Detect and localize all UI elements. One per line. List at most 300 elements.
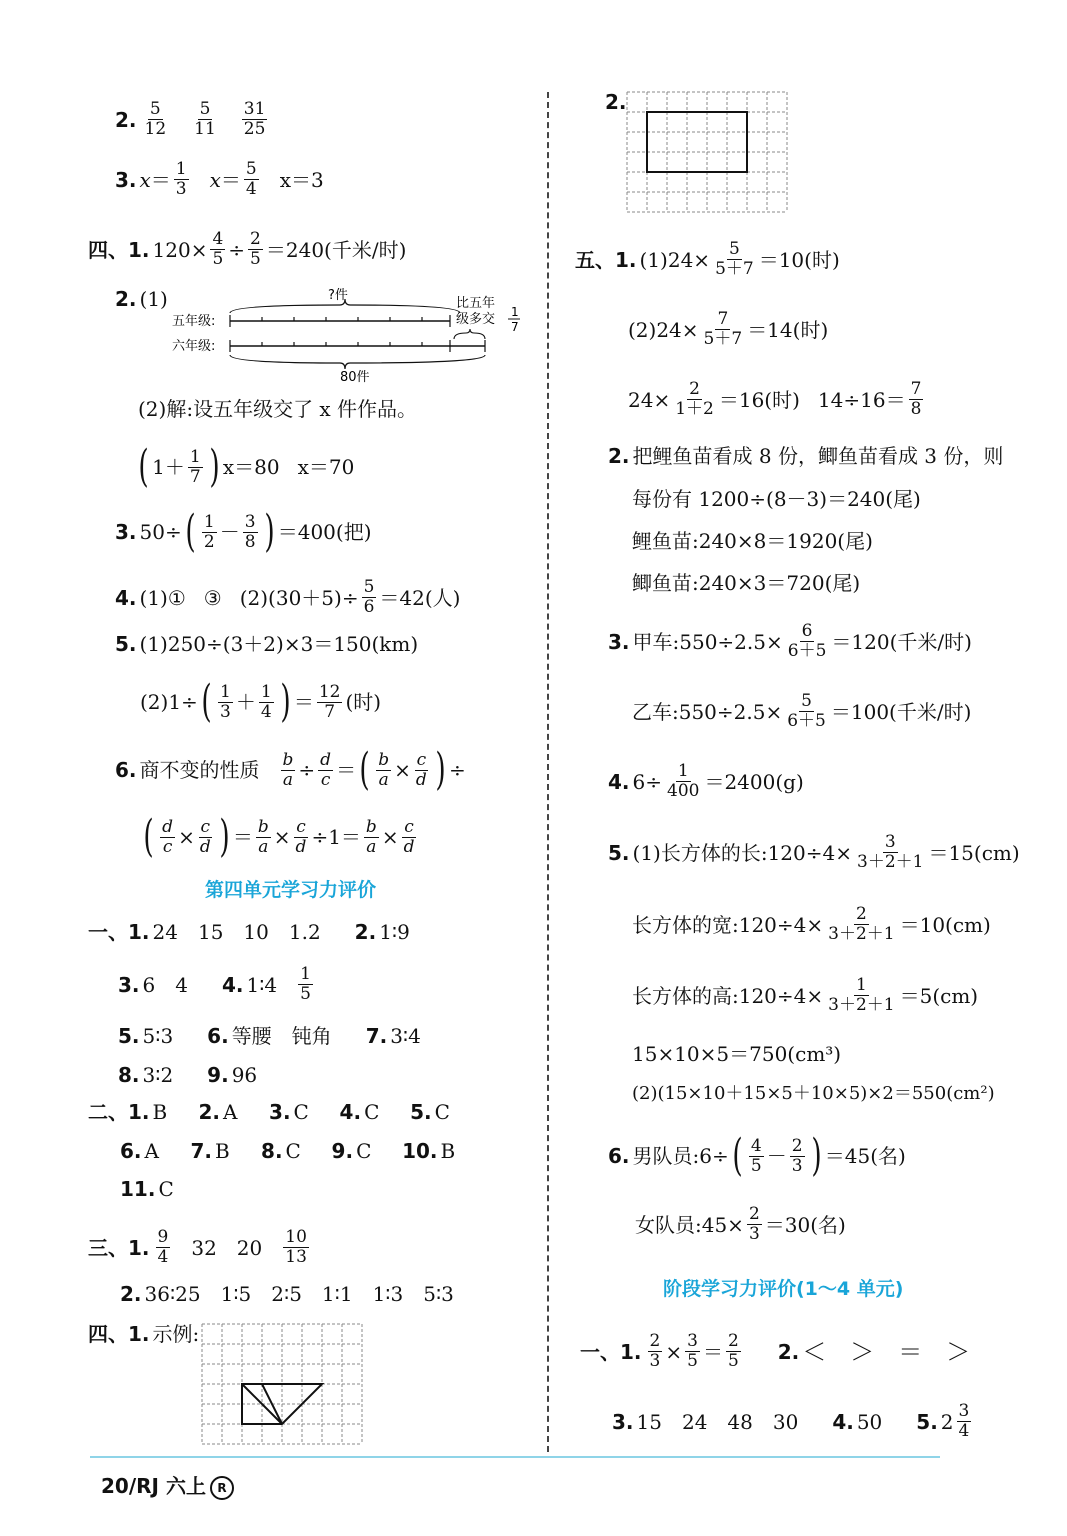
text: ＝16(时) — [718, 387, 800, 412]
numerator: 2 — [748, 1204, 760, 1224]
denominator: 400 — [667, 781, 700, 801]
answer-line — [88, 918, 410, 946]
fraction — [957, 1402, 972, 1441]
text: ＝ — [336, 758, 357, 782]
text: B — [152, 1100, 168, 1124]
denominator: a — [366, 836, 377, 857]
item-number: 三、1. — [88, 1235, 150, 1260]
numerator: 1 — [175, 159, 187, 179]
numerator: 5 — [728, 239, 740, 259]
variable: x — [139, 167, 151, 192]
answer-line: ( 1＋ $\frac{1}{7}$ ) x＝80 x＝70 — [138, 441, 355, 492]
item-number: 四、1. — [88, 237, 150, 262]
text: ＝45(名) — [824, 1144, 906, 1168]
text: × — [665, 1339, 683, 1364]
text: (1)长方体的长:120÷4× — [632, 840, 852, 865]
section-heading: 阶段学习力评价(1～4 单元) — [663, 1278, 904, 1300]
denominator: a — [282, 769, 294, 790]
answer-line: 6. 男队员:6÷ ( $\frac{4}{5}$ － $\frac{2}{3}$ ) ＝45(名) — [608, 1130, 906, 1181]
answer-line — [88, 230, 406, 269]
text: ＝10(时) — [758, 247, 840, 272]
item-number: 7. — [365, 1024, 388, 1048]
text: ＝30(名) — [764, 1212, 846, 1237]
denominator: 5 — [750, 1155, 762, 1176]
fraction — [376, 751, 391, 790]
fraction — [726, 1332, 741, 1371]
denominator: 4 — [958, 1421, 970, 1441]
text: ÷ — [448, 758, 466, 782]
answer-line — [115, 285, 168, 313]
text: － — [766, 1144, 787, 1168]
fraction — [826, 976, 896, 1015]
denominator: 7 — [189, 466, 201, 487]
denominator: 3＋2＋1 — [828, 924, 895, 944]
numerator: 2 — [727, 1331, 739, 1351]
text: 24× — [628, 387, 671, 412]
text: C — [158, 1177, 174, 1201]
fraction — [402, 818, 417, 857]
item-number: 3. — [608, 629, 630, 654]
denominator: 3 — [219, 701, 231, 722]
edition-badge-icon: R — [210, 1476, 234, 1500]
text: C — [285, 1139, 301, 1163]
answer-line — [632, 1080, 995, 1108]
denominator: 11 — [194, 119, 216, 139]
text: (2)解:设五年级交了 x 件作品。 — [138, 397, 418, 421]
fraction — [259, 683, 274, 722]
answer-line — [138, 395, 417, 423]
answer-line — [118, 1022, 421, 1050]
numerator: 3 — [884, 832, 896, 852]
answer-line — [120, 1280, 454, 1308]
text: ＝120(千米/时) — [831, 629, 972, 654]
text: (1)① — [139, 585, 186, 610]
column-divider — [547, 92, 549, 1452]
answer-line — [88, 1098, 450, 1126]
denominator: 5 — [727, 1351, 739, 1371]
text: 男队员:6÷ — [632, 1144, 729, 1168]
item-number: 8. — [118, 1063, 140, 1087]
fraction — [283, 1228, 309, 1267]
numerator: b — [257, 816, 269, 837]
numerator: 1 — [260, 681, 272, 702]
note-denominator: 7 — [511, 320, 519, 334]
text: ＝ — [702, 1339, 723, 1364]
text: x＝80 — [222, 455, 280, 479]
text: ③ — [203, 585, 222, 610]
numerator: b — [378, 749, 390, 770]
answer-line — [580, 1332, 970, 1371]
item-number: 5. — [916, 1409, 938, 1434]
numerator: 3 — [687, 1331, 698, 1351]
answer-line — [632, 976, 978, 1015]
text: ＝14(时) — [747, 317, 829, 342]
fraction — [210, 230, 225, 269]
item-number: 3. — [118, 972, 140, 997]
answer-line — [612, 1402, 974, 1441]
answer-line: (2)1÷ ( $\frac{1}{3}$ ＋ $\frac{1}{4}$ ) ＝ $\frac{12}{7}$ (时) — [140, 676, 382, 727]
answer-line — [632, 527, 873, 555]
fraction — [218, 683, 233, 722]
grid-figure-rectangle — [625, 90, 791, 214]
text: 1∶9 — [379, 920, 410, 944]
item-number: 11. — [120, 1177, 156, 1201]
text: (时) — [345, 690, 382, 714]
text: × — [394, 758, 411, 782]
fraction — [785, 692, 828, 731]
item-number: 8. — [261, 1139, 283, 1163]
answer-line — [628, 380, 926, 419]
item-number: 4. — [339, 1100, 362, 1124]
text: 鲤鱼苗:240×8＝1920(尾) — [632, 529, 873, 553]
text: 120× — [152, 237, 208, 262]
total-label: 80件 — [340, 370, 370, 385]
item-number: 6. — [608, 1144, 630, 1168]
item-number: 2. — [115, 287, 137, 311]
item-number: 6. — [115, 758, 137, 782]
fraction — [294, 818, 309, 857]
denominator: 6 — [363, 597, 375, 617]
fraction — [364, 818, 379, 857]
numerator: 2 — [250, 229, 261, 249]
denominator: 25 — [243, 119, 266, 139]
text: ÷1＝ — [311, 825, 361, 849]
text: ÷ — [228, 237, 246, 262]
denominator: d — [403, 836, 415, 857]
text: 示例: — [152, 1322, 200, 1346]
text: ÷ — [298, 758, 316, 782]
text: 1＋ — [152, 455, 185, 479]
item-number: 3. — [612, 1409, 634, 1434]
item-number: 四、1. — [88, 1322, 150, 1346]
numerator: 5 — [245, 159, 257, 179]
numerator: 5 — [199, 99, 211, 119]
denominator: d — [295, 836, 307, 857]
denominator: 5＋7 — [703, 329, 743, 349]
text: ＝ — [293, 690, 314, 714]
answer-line — [88, 1228, 312, 1267]
numerator: 1 — [189, 446, 201, 467]
text: ＋ — [235, 690, 256, 714]
text: (2)(15×10＋15×5＋10×5)×2＝550(cm²) — [632, 1083, 995, 1104]
denominator: c — [320, 769, 331, 790]
numerator: 2 — [791, 1135, 803, 1156]
fraction — [673, 380, 716, 419]
fraction — [202, 513, 217, 552]
text: ＝400(把) — [277, 520, 372, 544]
text: ＝42(人) — [379, 585, 461, 610]
text: 15×10×5＝750(cm³) — [632, 1042, 842, 1066]
answer-line — [632, 485, 921, 513]
text: 3∶4 — [390, 1024, 421, 1048]
answer-line — [120, 1137, 455, 1165]
item-number: 2. — [120, 1282, 142, 1306]
text: ＜ ＞ ＝ ＞ — [802, 1337, 971, 1366]
numerator: 7 — [910, 379, 922, 399]
text: 每份有 1200÷(8－3)＝240(尾) — [632, 487, 921, 511]
denominator: 6＋5 — [787, 711, 826, 731]
grid-figure-triangles — [200, 1322, 366, 1446]
fraction — [702, 310, 745, 349]
item-number: 4. — [115, 585, 137, 610]
item-number: 五、1. — [575, 247, 637, 272]
denominator: d — [199, 836, 211, 857]
denominator: d — [415, 769, 427, 790]
answer-line — [575, 240, 840, 279]
fraction — [685, 1332, 700, 1371]
text: 长方体的宽:120÷4× — [632, 912, 824, 937]
numerator: d — [320, 749, 332, 770]
text: ＝ — [232, 825, 253, 849]
text: × — [273, 825, 291, 849]
denominator: 3 — [748, 1224, 760, 1244]
text: B — [440, 1139, 456, 1163]
text: (1)250÷(3＋2)×3＝150(km) — [139, 632, 419, 656]
numerator: 9 — [157, 1227, 169, 1247]
fraction — [826, 905, 896, 944]
text: ＝15(cm) — [928, 840, 1020, 865]
text: ＝ — [220, 167, 241, 192]
item-number: 2. — [777, 1339, 800, 1364]
text: B — [215, 1139, 230, 1163]
section-heading: 第四单元学习力评价 — [205, 879, 377, 901]
numerator: 10 — [285, 1227, 307, 1247]
fraction — [362, 578, 377, 617]
denominator: 5 — [250, 249, 261, 269]
numerator: 3 — [958, 1401, 970, 1421]
item-number: 6. — [207, 1024, 229, 1048]
numerator: b — [282, 749, 294, 770]
text: 14÷16＝ — [817, 387, 906, 412]
unknown-label: ?件 — [328, 288, 348, 303]
item-number: 7. — [190, 1139, 213, 1163]
fraction — [160, 818, 175, 857]
answer-line: ( $\frac{d}{c}$ × $\frac{c}{d}$ ) ＝ $\frac{b}{a}$ × $\frac{c}{d}$ ÷1＝ $\frac{b}{a}$ × $\frac{c}{d}$ — [143, 811, 415, 862]
numerator: 4 — [212, 229, 224, 249]
numerator: b — [365, 816, 377, 837]
item-number: 5. — [115, 632, 137, 656]
numerator: 2 — [649, 1331, 661, 1351]
answer-line: 3. 50÷ ( $\frac{1}{2}$ － $\frac{3}{8}$ ) ＝400(把) — [115, 506, 372, 557]
answer-line — [608, 622, 972, 661]
text: C — [356, 1139, 372, 1163]
answer-line — [115, 160, 324, 199]
fraction — [855, 833, 925, 872]
footer-rule — [90, 1456, 940, 1458]
text: 32 20 — [191, 1235, 263, 1260]
fraction — [414, 751, 429, 790]
fraction — [790, 1137, 805, 1176]
denominator: a — [378, 769, 389, 790]
denominator: 13 — [285, 1247, 307, 1267]
answer-line — [115, 578, 460, 617]
fraction — [198, 818, 213, 857]
denominator: 8 — [910, 399, 922, 419]
text: 2 — [940, 1409, 954, 1434]
fraction — [665, 762, 701, 801]
text: 商不变的性质 — [139, 758, 260, 782]
fraction — [244, 160, 259, 199]
text: 6÷ — [632, 769, 662, 794]
denominator: 8 — [244, 531, 256, 552]
numerator: 5 — [149, 99, 161, 119]
variable: x — [209, 167, 221, 192]
denominator: 4 — [157, 1247, 169, 1267]
item-number: 2. — [198, 1100, 221, 1124]
denominator: a — [258, 836, 269, 857]
denominator: 6＋5 — [787, 641, 827, 661]
denominator: 3 — [649, 1351, 661, 1371]
denominator: 5＋7 — [715, 259, 754, 279]
text: 3∶2 — [142, 1063, 174, 1087]
numerator: c — [416, 749, 427, 770]
denominator: 4 — [260, 701, 272, 722]
fraction — [713, 240, 756, 279]
numerator: 1 — [855, 975, 867, 995]
fraction — [256, 818, 271, 857]
denominator: 1＋2 — [675, 399, 714, 419]
fraction — [298, 965, 313, 1004]
text: 24 15 10 1.2 — [152, 920, 321, 944]
text: 96 — [231, 1063, 258, 1087]
text: 50÷ — [139, 520, 182, 544]
fraction — [243, 513, 258, 552]
denominator: 4 — [245, 179, 257, 199]
item-number: 3. — [115, 520, 137, 544]
text: 鲫鱼苗:240×3＝720(尾) — [632, 571, 861, 595]
denominator: 5 — [300, 984, 311, 1004]
text: A — [144, 1139, 159, 1163]
answer-line — [632, 1040, 841, 1068]
numerator: c — [404, 816, 414, 837]
fraction — [749, 1137, 764, 1176]
answer-line — [632, 905, 991, 944]
text: 5∶3 — [142, 1024, 174, 1048]
numerator: 1 — [203, 511, 215, 532]
note-numerator: 1 — [511, 305, 519, 319]
answer-line — [115, 100, 270, 139]
numerator: 5 — [363, 577, 375, 597]
numerator: 1 — [300, 964, 311, 984]
note-text: 级多交 — [456, 312, 496, 327]
fraction — [648, 1332, 663, 1371]
text: ＝240(千米/时) — [265, 237, 407, 262]
numerator: 2 — [689, 379, 700, 399]
denominator: 5 — [687, 1351, 698, 1371]
item-number: 4. — [832, 1409, 854, 1434]
text: 把鲤鱼苗看成 8 份，鲫鱼苗看成 3 份，则 — [632, 444, 1004, 468]
text: － — [219, 520, 240, 544]
grade5-label: 五年级: — [172, 314, 216, 329]
denominator: c — [162, 836, 173, 857]
numerator: 3 — [244, 511, 256, 532]
answer-line — [118, 1061, 257, 1089]
item-number: 一、1. — [88, 920, 150, 944]
fraction — [174, 160, 189, 199]
fraction — [317, 683, 343, 722]
answer-line — [118, 965, 316, 1004]
text: 6 4 — [142, 972, 188, 997]
item-number: 5. — [410, 1100, 432, 1124]
item-number: 6. — [120, 1139, 142, 1163]
numerator: 2 — [855, 904, 867, 924]
fraction — [242, 100, 268, 139]
numerator: 1 — [677, 761, 689, 781]
text: ＝10(cm) — [899, 912, 991, 937]
numerator: 1 — [219, 681, 231, 702]
numerator: 31 — [243, 99, 266, 119]
numerator: 5 — [801, 691, 812, 711]
text: 长方体的高:120÷4× — [632, 983, 824, 1008]
fraction — [281, 751, 296, 790]
answer-line — [608, 442, 1003, 470]
answer-line — [608, 762, 804, 801]
text: 甲车:550÷2.5× — [632, 629, 783, 654]
item-number: 3. — [269, 1100, 291, 1124]
item-number: 4. — [221, 972, 244, 997]
text: (2)1÷ — [140, 690, 198, 714]
numerator: 7 — [717, 309, 729, 329]
answer-line — [608, 833, 1020, 872]
text: C — [434, 1100, 450, 1124]
fraction — [188, 448, 203, 487]
denominator: 3 — [175, 179, 187, 199]
text: × — [178, 825, 195, 849]
fraction — [248, 230, 263, 269]
item-number: 一、1. — [580, 1339, 642, 1364]
numerator: 4 — [750, 1135, 762, 1156]
answer-line — [120, 1175, 174, 1203]
item-number: 9. — [207, 1063, 229, 1087]
fraction — [156, 1228, 171, 1267]
grade6-label: 六年级: — [172, 339, 216, 354]
text: 等腰 钝角 — [231, 1024, 332, 1048]
text: ＝5(cm) — [899, 983, 979, 1008]
denominator: 2 — [203, 531, 215, 552]
answer-line — [115, 630, 418, 658]
text: ＝100(千米/时) — [830, 699, 972, 724]
text: C — [293, 1100, 309, 1124]
item-number: 5. — [118, 1024, 140, 1048]
item-number: 二、1. — [88, 1100, 150, 1124]
numerator: 12 — [318, 681, 341, 702]
text: (1) — [139, 287, 168, 311]
text: × — [381, 825, 399, 849]
answer-line — [628, 310, 828, 349]
fraction — [143, 100, 169, 139]
text: 女队员:45× — [635, 1212, 744, 1237]
numerator: d — [162, 816, 174, 837]
text: (2)24× — [628, 317, 699, 342]
numerator: c — [200, 816, 211, 837]
item-number: 9. — [331, 1139, 354, 1163]
item-number: 10. — [402, 1139, 438, 1163]
denominator: 3＋2＋1 — [857, 852, 924, 872]
item-number: 2. — [608, 444, 630, 468]
text: 乙车:550÷2.5× — [632, 699, 783, 724]
text: (1)24× — [639, 247, 711, 272]
page-footer — [101, 1470, 234, 1500]
numerator: c — [296, 816, 306, 837]
line-segment-diagram — [170, 285, 530, 385]
denominator: 3＋2＋1 — [828, 995, 895, 1015]
text: ＝2400(g) — [704, 769, 804, 794]
text: A — [223, 1100, 238, 1124]
denominator: 7 — [324, 701, 336, 722]
text: 15 24 48 30 — [636, 1409, 799, 1434]
denominator: 12 — [144, 119, 167, 139]
item-number: 4. — [608, 769, 630, 794]
